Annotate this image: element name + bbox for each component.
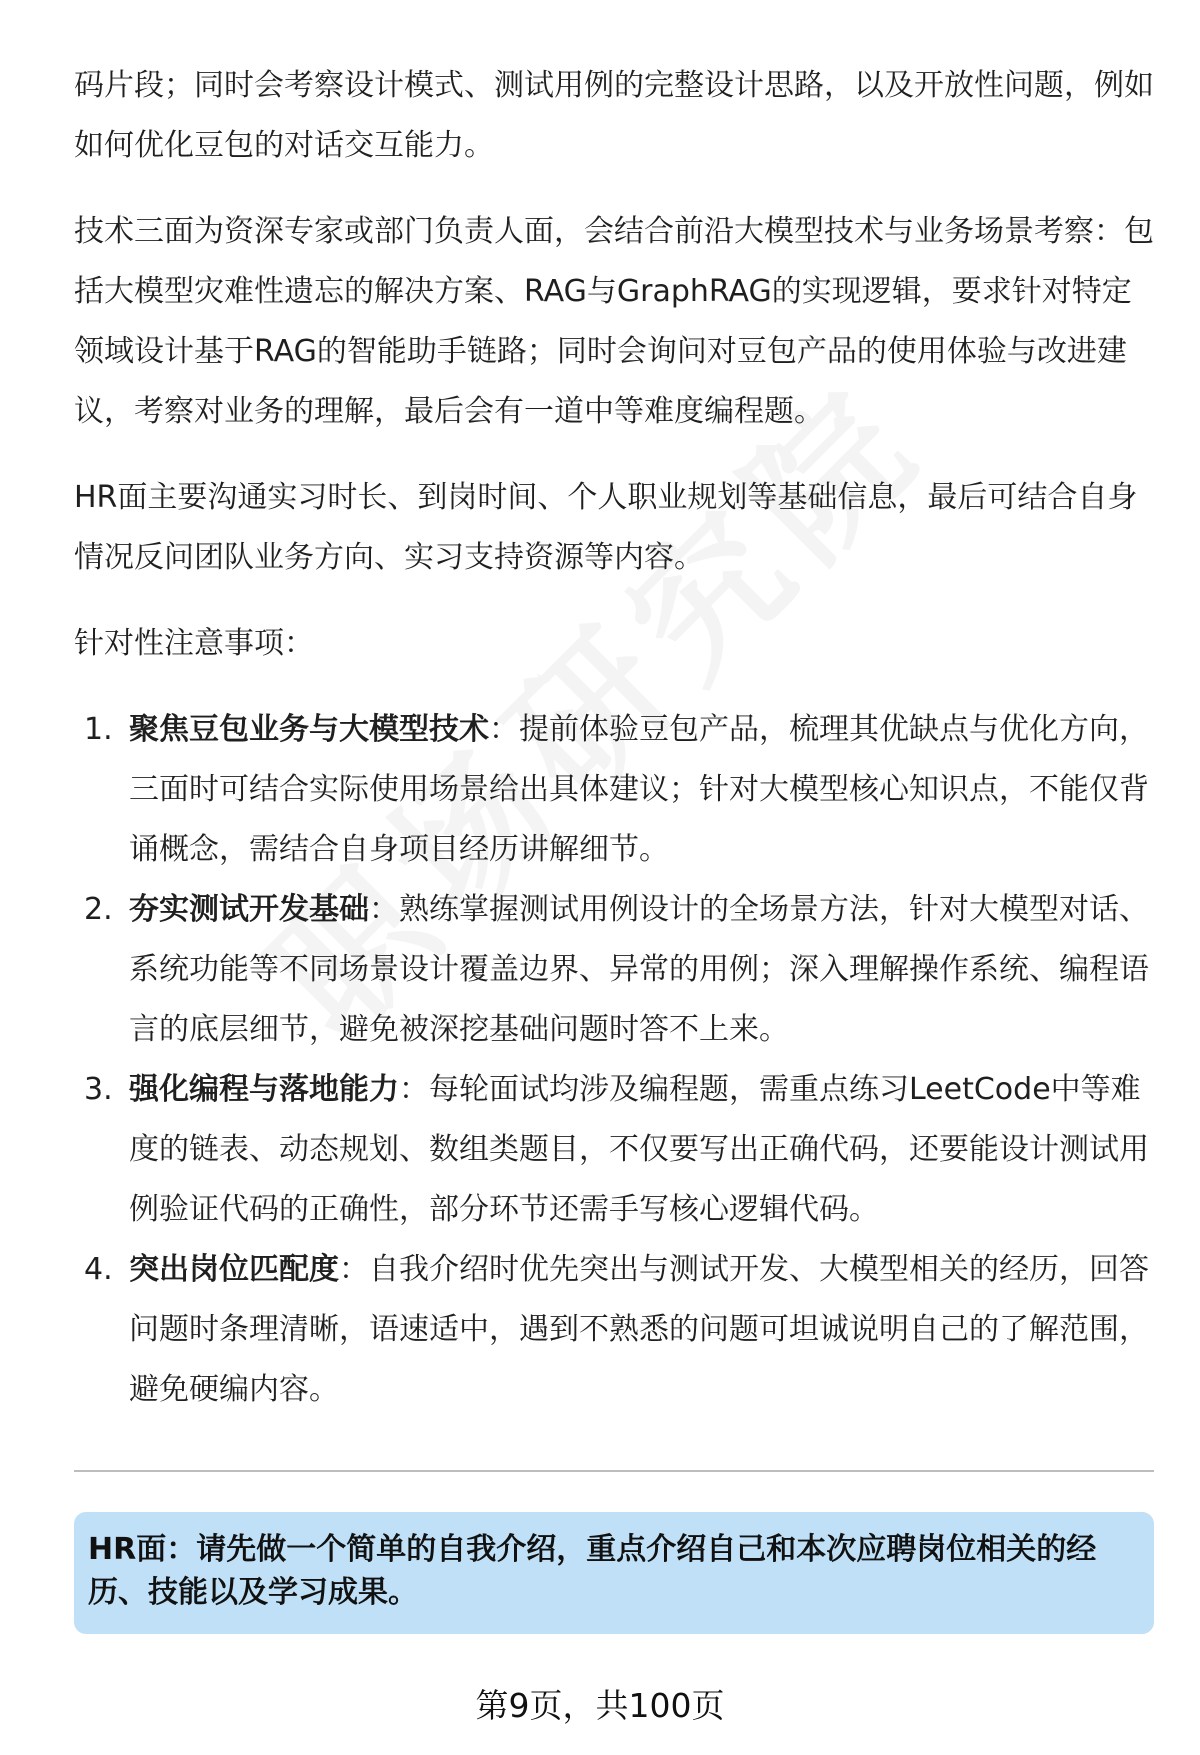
list-item <box>74 880 1154 1060</box>
paragraph-hr-round: HR面主要沟通实习时长、到岗时间、个人职业规划等基础信息，最后可结合自身情况反问团队业务方向、实习支持资源等内容。 <box>74 480 1138 575</box>
question-callout: HR面：请先做一个简单的自我介绍，重点介绍自己和本次应聘岗位相关的经历、技能以及学习成果。 <box>74 1512 1154 1634</box>
list-item-title: 突出岗位匹配度 <box>129 1252 339 1287</box>
notes-heading: 针对性注意事项： <box>74 626 314 661</box>
list-item <box>74 1240 1154 1420</box>
list-item-title: 聚焦豆包业务与大模型技术 <box>129 712 489 747</box>
list-item-number: 4. <box>84 1252 113 1287</box>
list-item-title: 夯实测试开发基础 <box>129 892 369 927</box>
paragraph-intro-continued: 码片段；同时会考察设计模式、测试用例的完整设计思路，以及开放性问题，例如如何优化豆包的对话交互能力。 <box>74 68 1154 163</box>
list-item <box>74 700 1154 880</box>
notes-list <box>74 700 1154 1420</box>
section-divider <box>74 1470 1154 1472</box>
list-item-text: ：自我介绍时优先突出与测试开发、大模型相关的经历，回答问题时条理清晰，语速适中，遇到不熟悉的问题可坦诚说明自己的了解范围，避免硬编内容。 <box>129 1252 1149 1407</box>
list-item-text: ：熟练掌握测试用例设计的全场景方法，针对大模型对话、系统功能等不同场景设计覆盖边界、异常的用例；深入理解操作系统、编程语言的底层细节，避免被深挖基础问题时答不上来。 <box>129 892 1149 1047</box>
main-content <box>74 56 1154 1420</box>
list-item-title: 强化编程与落地能力 <box>129 1072 399 1107</box>
paragraph-third-round: 技术三面为资深专家或部门负责人面，会结合前沿大模型技术与业务场景考察：包括大模型灾难性遗忘的解决方案、RAG与GraphRAG的实现逻辑，要求针对特定领域设计基于RAG的智能助手链路；同时会询问对豆包产品的使用体验与改进建议，考察对业务的理解，最后会有一道中等难度编程题。 <box>74 214 1154 429</box>
page-number: 第9页，共100页 <box>475 1686 725 1725</box>
list-item-number: 1. <box>84 712 113 747</box>
list-item-text: ：提前体验豆包产品，梳理其优缺点与优化方向，三面时可结合实际使用场景给出具体建议；针对大模型核心知识点，不能仅背诵概念，需结合自身项目经历讲解细节。 <box>129 712 1149 867</box>
list-item <box>74 1060 1154 1240</box>
list-item-text: ：每轮面试均涉及编程题，需重点练习LeetCode中等难度的链表、动态规划、数组类题目，不仅要写出正确代码，还要能设计测试用例验证代码的正确性，部分环节还需手写核心逻辑代码。 <box>129 1072 1149 1227</box>
list-item-number: 3. <box>84 1072 113 1107</box>
list-item-number: 2. <box>84 892 113 927</box>
